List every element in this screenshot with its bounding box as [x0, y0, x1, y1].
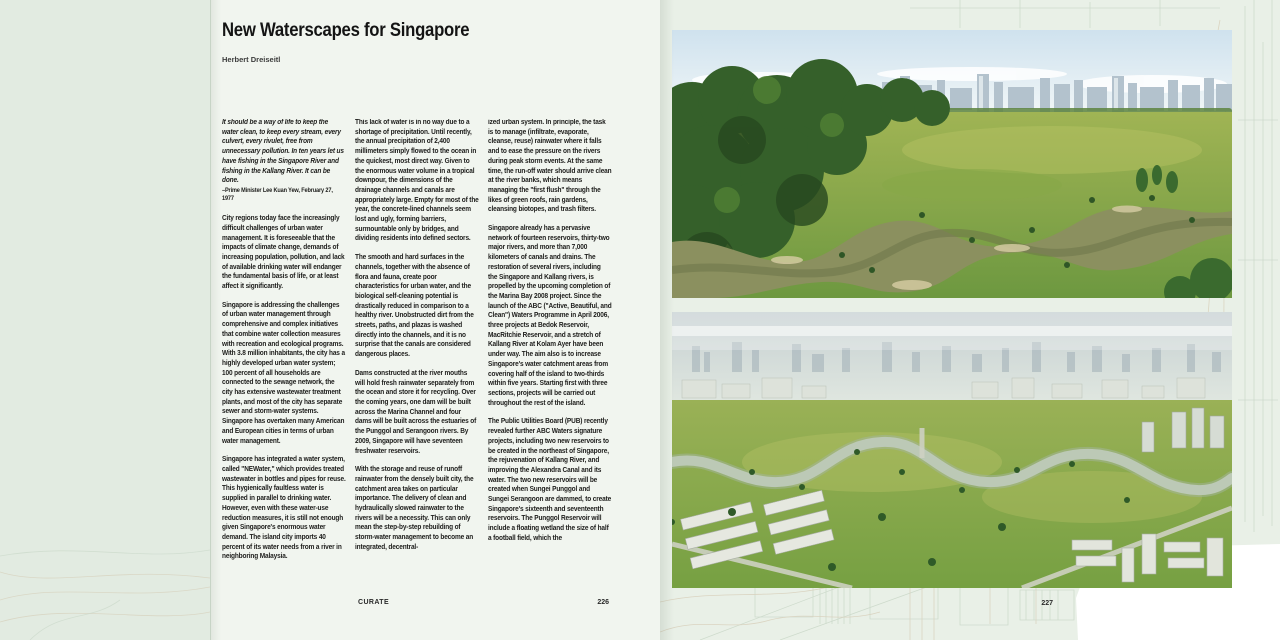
quote-attribution: –Prime Minister Lee Kuan Yew, February 27, 1977 — [222, 187, 333, 202]
page-number-right: 227 — [1041, 600, 1053, 607]
text-column-2 — [355, 118, 479, 562]
paragraph: The Public Utilities Board (PUB) recently revealed further ABC Waters signature projects, including two new reservoirs to be created in the northeast of Singapore, the rejuvenation of Kallang River, and improving the Alexandra Canal and its water. The two new reservoirs will be created when Sungei Punggol and Sungei Serangoon are dammed, to create Singapore's sixteenth and seventeenth reservoirs. The Punggol Reservoir will include a floating wetland the size of half a football field, which the — [488, 418, 612, 542]
paragraph: Singapore already has a pervasive network of fourteen reservoirs, thirty-two major rivers, and more than 7,000 kilometers of canals and drains. The restoration of several rivers, including the Singapore and Kallang rivers, is propelled by the upcoming completion of the Marina Bay 2008 project. Since the launch of the ABC ("Active, Beautiful, and Clean") Waters Programme in April 2006, three projects at Bedok Reservoir, MacRitchie Reservoir, and a stretch of Kallang River at Kolam Ayer have been under way. The aim also is to increase Singapore's water catchment areas from covering half of the island to two-thirds within five years. Starting first with three sections, projects will be carried out throughout the rest of the island. — [488, 225, 612, 407]
paragraph: Singapore has integrated a water system, called "NEWater," which provides treated wastewater in bottles and pipes for reuse. This hygienically faultless water is supplied in parallel to drinking water. However, even with these water-use reduction measures, it is still not enough given Singapore's enormous water demand. The island city imports 40 percent of its water needs from a river in neighboring Malaysia. — [222, 456, 346, 561]
page-title: New Waterscapes for Singapore — [222, 20, 470, 41]
paragraph: With the storage and reuse of runoff rainwater from the densely built city, the catchment area takes on particular importance. The delivery of clean and hydraulically slowed rainwater to the rivers will be a necessity. This can only mean the step-by-step rebuilding of storm-water management to become an integrated, decentral- — [355, 466, 474, 551]
left-page — [211, 0, 660, 640]
edge-strip-pattern — [0, 0, 210, 640]
pull-quote: It should be a way of life to keep the water clean, to keep every stream, every culvert, every rivulet, free from unnecessary pollution. In ten years let us have fishing in the Singapore River and fishing in the Kallang River. It can be done. — [222, 119, 344, 185]
paragraph: This lack of water is in no way due to a shortage of precipitation. Until recently, the annual precipitation of 2,400 millimeters simply flowed to the ocean in the quickest, most direct way. Given to the enormous water volume in a tropical downpour, the dimensions of the drainage channels and canals are appropriately large. Empty for most of the year, the concrete-lined channels seem lost and ugly, forming barriers, surmountable only by bridges, and dividing residents into defined sectors. — [355, 119, 479, 243]
text-column-1 — [222, 118, 346, 571]
page-edge-strip — [0, 0, 211, 640]
photo-top-aerial-river-park — [672, 30, 1232, 298]
paragraph: Singapore is addressing the challenges of urban water management through comprehensive and complex initiatives that combine water collection measures with recreation and ecological programs. With 3.8 million inhabitants, the city has a highly developed urban water system; 100 percent of all households are connected to the sewage network, the city has extensive wastewater treatment plants, and most of the city has separate sewer and storm-water systems. Singapore has overtaken many American and European cities in terms of urban water management. — [222, 301, 345, 445]
paragraph: City regions today face the increasingly difficult challenges of urban water management. It is foreseeable that the impacts of climate change, demands of increasing population, pollution, and lack of available drinking water will endanger the fundamental basis of life, or at least affect it significantly. — [222, 215, 345, 291]
text-column-3 — [488, 118, 612, 553]
paragraph: ized urban system. In principle, the task is to manage (infiltrate, evaporate, cleanse, reuse) rainwater where it falls and to ease the pressure on the rivers during peak storm events. At the same time, the run-off water should arrive clean at the river banks, which means managing the "first flush" through the likes of green roofs, rain gardens, cleansing biotopes, and trash filters. — [488, 119, 612, 214]
author-name: Herbert Dreiseitl — [222, 55, 281, 64]
paragraph: Dams constructed at the river mouths will hold fresh rainwater separately from the ocean and store it for recycling. Over the coming years, one dam will be built across the Marina Channel and four dams will be built across the estuaries of the Punggol and Serangoon rivers. By 2009, Singapore will have seventeen freshwater reservoirs. — [355, 369, 477, 455]
paragraph: The smooth and hard surfaces in the channels, together with the absence of flora and fauna, create poor characteristics for urban water, and the biological self-cleaning potential is drastically reduced in comparison to a healthy river. Unobstructed dirt from the streets, paths, and plazas is washed directly into the channels, and it is no surprise that the canals are considered dangerous places. — [355, 254, 474, 359]
photo-bottom-aerial-estate-river — [672, 312, 1232, 588]
right-page — [660, 0, 1280, 640]
page-number-left: 226 — [597, 599, 609, 606]
running-footer: CURATE — [358, 599, 390, 606]
